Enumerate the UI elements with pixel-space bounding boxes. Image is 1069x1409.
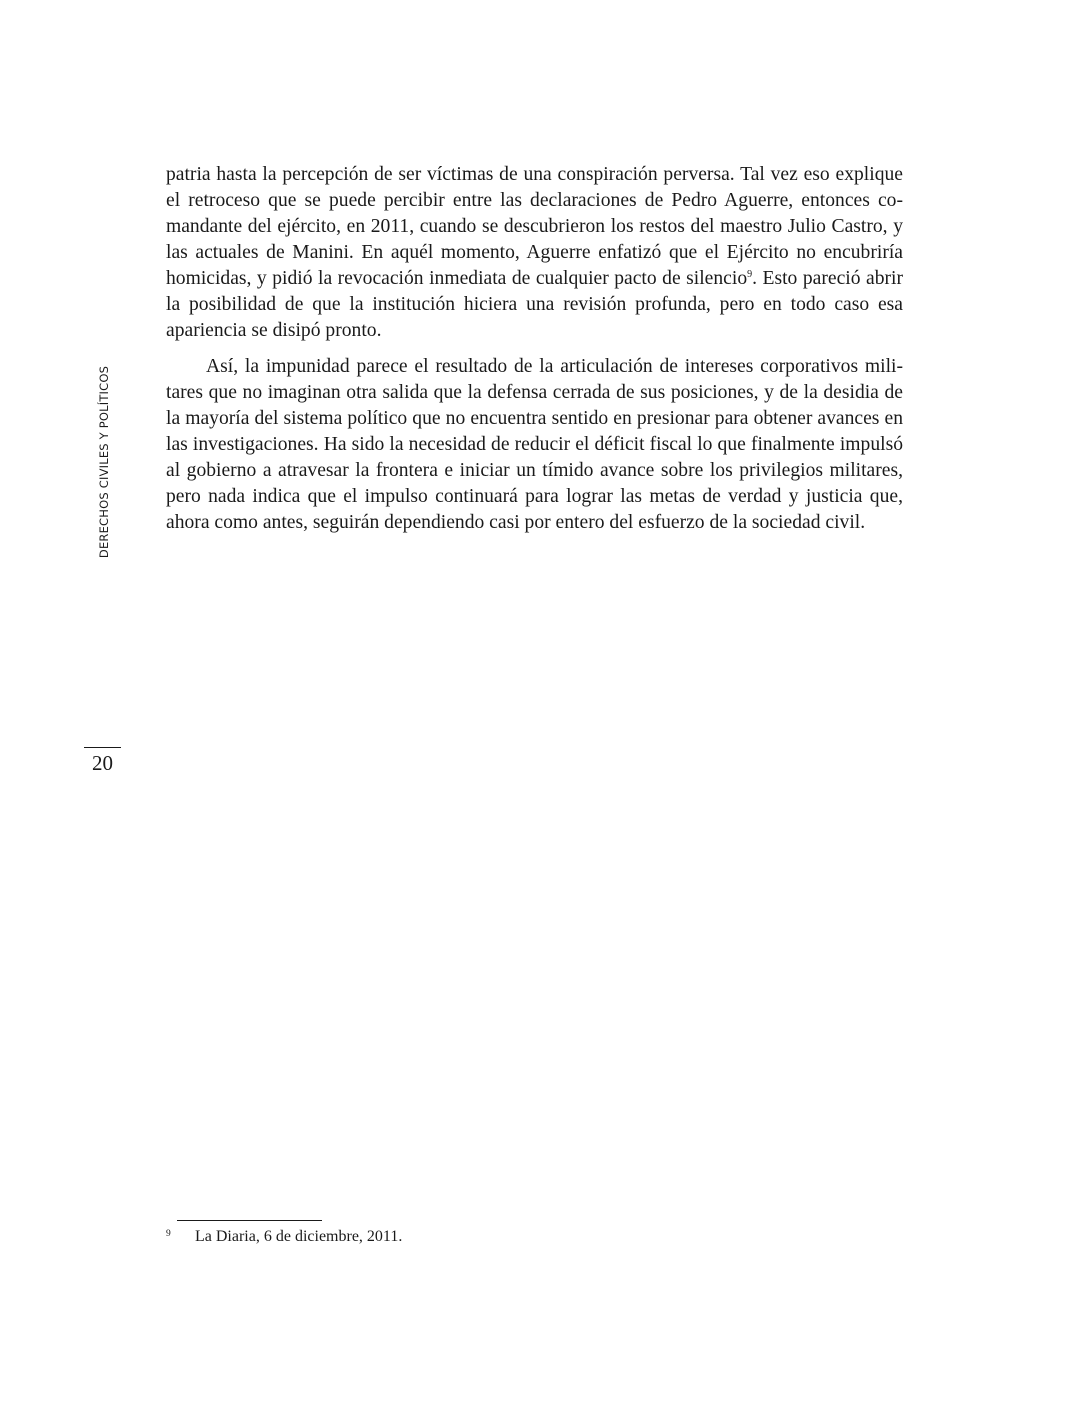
footnote-number: 9 (166, 1229, 171, 1239)
footnote-reference: 9 (747, 269, 753, 280)
paragraph-1 (166, 162, 903, 344)
paragraph-1-text-continued: . Esto pareció abrir la posibilidad de que la institución hiciera una revisión profunda, pero en todo caso esa apariencia se disipó pronto. (166, 268, 903, 341)
body-text (166, 162, 903, 536)
paragraph-1-text: patria hasta la percepción de ser víctimas de una conspiración perversa. Tal vez eso explique el retroceso que se puede percibir entre las declaraciones de Pedro Aguerre, entonces comandante del ejército, en 2011, cuando se descubrieron los restos del maestro Julio Castro, y las actuales de Manini. En aquél momento, Aguerre enfatizó que el Ejército no encubriría homicidas, y pidió la revocación inmediata de cualquier pacto de silencio (166, 164, 903, 289)
paragraph-2: Así, la impunidad parece el resultado de la articulación de intereses corporativos militares que no imaginan otra salida que la defensa cerrada de sus posiciones, y de la desidia de la mayoría del sistema político que no encuentra sentido en presionar para obtener avances en las investigaciones. Ha sido la necesidad de reducir el déficit fiscal lo que finalmente impulsó al gobierno a atravesar la frontera e iniciar un tímido avance sobre los privilegios militares, pero nada indica que el impulso continuará para lograr las metas de verdad y justicia que, ahora como antes, seguirán dependiendo casi por entero del esfuerzo de la sociedad civil. (166, 356, 903, 533)
footnote-text: La Diaria, 6 de diciembre, 2011. (195, 1228, 403, 1245)
section-side-label: DERECHOS CIVILES Y POLÍTICOS (97, 365, 111, 559)
page-number: 20 (92, 751, 113, 775)
page-number-rule (84, 747, 121, 748)
footnote-separator (177, 1220, 322, 1221)
